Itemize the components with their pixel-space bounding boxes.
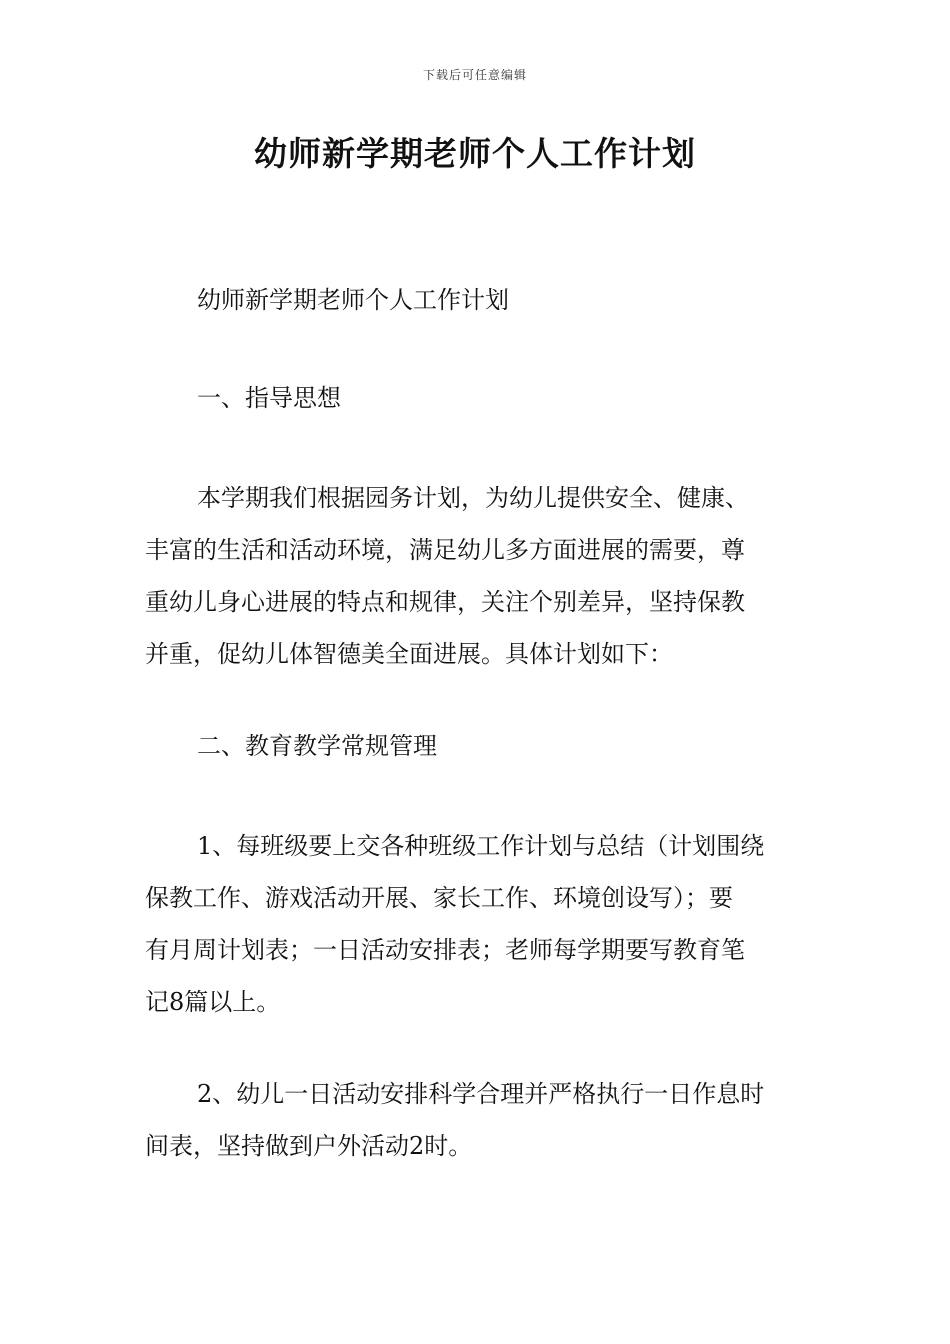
- paragraph-line: 本学期我们根据园务计划，为幼儿提供安全、健康、: [197, 484, 749, 512]
- section2-heading: 二、教育教学常规管理: [197, 732, 437, 760]
- section1-heading: 一、指导思想: [197, 384, 341, 412]
- document-title: 幼师新学期老师个人工作计划: [254, 134, 696, 173]
- paragraph-line: 有月周计划表；一日活动安排表；老师每学期要写教育笔: [145, 936, 745, 964]
- paragraph-line: 丰富的生活和活动环境，满足幼儿多方面进展的需要，尊: [145, 536, 745, 564]
- subtitle: 幼师新学期老师个人工作计划: [197, 286, 509, 314]
- header-note: 下载后可任意编辑: [422, 68, 527, 82]
- paragraph-line: 2、幼儿一日活动安排科学合理并严格执行一日作息时: [197, 1080, 765, 1108]
- section1-paragraph: [145, 472, 807, 680]
- paragraph-line: 间表，坚持做到户外活动2时。: [145, 1132, 473, 1160]
- paragraph-line: 并重，促幼儿体智德美全面进展。具体计划如下：: [145, 640, 673, 668]
- section2-item2-paragraph: [145, 1068, 807, 1172]
- paragraph-line: 重幼儿身心进展的特点和规律，关注个别差异，坚持保教: [145, 588, 745, 616]
- paragraph-line: 1、每班级要上交各种班级工作计划与总结（计划围绕: [197, 832, 765, 860]
- paragraph-line: 保教工作、游戏活动开展、家长工作、环境创设写）；要: [145, 884, 733, 912]
- paragraph-line: 记8篇以上。: [145, 988, 281, 1016]
- section2-item1-paragraph: [145, 820, 807, 1028]
